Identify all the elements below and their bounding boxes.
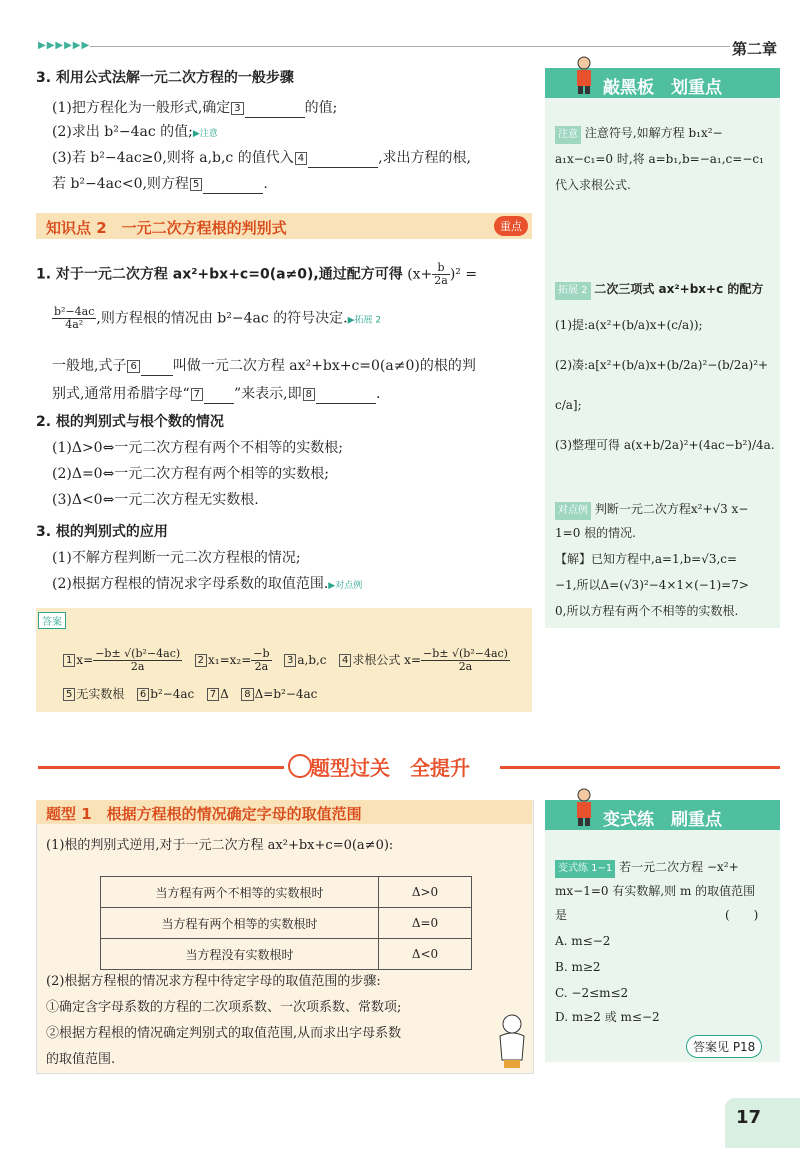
example-line-2: 1=0 根的情况. <box>555 526 636 540</box>
para-3 <box>52 356 476 376</box>
table-cell: 当方程没有实数根时 <box>101 939 379 970</box>
frac-num: b <box>432 262 450 275</box>
answer-text: a,b,c <box>297 653 327 667</box>
example-badge: 对点例 <box>555 502 591 520</box>
section-title: 题型过关 全提升 <box>310 756 470 780</box>
header-rule <box>90 46 730 47</box>
solution-line-2: −1,所以Δ=(√3)²−4×1×(−1)=7> <box>555 578 749 592</box>
student-icon <box>573 788 595 826</box>
extend-title: 二次三项式 ax²+bx+c 的配方 <box>594 282 764 296</box>
frac-num: −b <box>253 647 270 660</box>
example-text: 判断一元二次方程x²+√3 x− <box>594 502 749 516</box>
option-d[interactable]: D. m≥2 或 m≤−2 <box>555 1010 660 1024</box>
note-badge: 注意 <box>555 126 581 144</box>
case-2: (2)Δ=0⇔一元二次方程有两个相等的实数根; <box>52 466 330 482</box>
note-tag[interactable]: ▶注意 <box>192 129 218 139</box>
blank-num: 7 <box>191 388 203 401</box>
para-3-tail: 叫做一元二次方程 ax²+bx+c=0(a≠0)的根的判 <box>172 358 476 374</box>
answer-text: x= <box>76 653 94 667</box>
question-type-bar <box>36 800 532 824</box>
qtype-line-1: (1)根的判别式逆用,对于一元二次方程 ax²+bx+c=0(a≠0): <box>46 838 394 853</box>
frac-den: 2a <box>130 660 145 673</box>
extend-title-line <box>555 280 763 300</box>
frac-num: −b± √(b²−4ac) <box>95 647 181 660</box>
divider-left <box>38 766 284 769</box>
note-line-3: 代入求根公式. <box>555 178 631 192</box>
para-1 <box>36 262 477 287</box>
discriminant-table <box>100 876 472 970</box>
section-3-title: 3. 根的判别式的应用 <box>36 524 168 540</box>
solution-line-3: 0,所以方程有两个不相等的实数根. <box>555 604 739 618</box>
table-cell: 当方程有两个相等的实数根时 <box>101 908 379 939</box>
divider-right <box>500 766 780 769</box>
steps-title: 3. 利用公式法解一元二次方程的一般步骤 <box>36 70 294 86</box>
page-number: 17 <box>736 1107 762 1128</box>
answers-row-1 <box>62 648 510 673</box>
practice-title: 变式练 刷重点 <box>603 810 722 830</box>
variant-line-3 <box>555 906 759 924</box>
answer-label: 答案 <box>38 612 66 629</box>
example-line-1 <box>555 500 748 520</box>
case-3: (3)Δ<0⇔一元二次方程无实数根. <box>52 492 259 508</box>
frac-num: −b± √(b²−4ac) <box>423 647 508 660</box>
answer-reference[interactable]: 答案见 P18 <box>686 1035 762 1058</box>
use-2 <box>52 574 362 596</box>
para-2-text: ,则方程根的情况由 b²−4ac 的符号决定. <box>96 310 348 327</box>
variant-text: 是 <box>555 908 568 922</box>
option-c[interactable]: C. −2≤m≤2 <box>555 986 629 1000</box>
fill-blank <box>203 193 263 194</box>
para-4-tail: ”来表示,即 <box>233 386 302 402</box>
teacher-icon <box>573 56 595 94</box>
table-cell: Δ<0 <box>379 939 472 970</box>
question-type-title: 题型 1 根据方程根的情况确定字母的取值范围 <box>46 805 362 823</box>
expr-part: (x+ <box>407 266 433 283</box>
sidebar-title: 敲黑板 划重点 <box>603 78 722 98</box>
para-4-text: 别式,通常用希腊字母“ <box>52 386 190 402</box>
note-line-2: a₁x−c₁=0 时,将 a=b₁,b=−a₁,c=−c₁ <box>555 152 764 166</box>
fraction <box>432 262 450 287</box>
answer-text: 无实数根 <box>76 687 125 701</box>
note-line-1 <box>555 124 723 144</box>
fill-blank <box>141 375 173 376</box>
answer-text: Δ <box>220 687 229 701</box>
expr-part: )² = <box>449 266 478 283</box>
answer-num: 2 <box>195 654 207 667</box>
fill-blank <box>204 403 234 404</box>
example-tag[interactable]: ▶对点例 <box>328 581 363 591</box>
table-row <box>101 908 472 939</box>
extend-badge: 拓展 2 <box>555 282 591 300</box>
variant-text: 若一元二次方程 −x²+ <box>619 860 739 874</box>
blank-num: 8 <box>303 388 315 401</box>
answers-row-2 <box>62 684 317 704</box>
chapter-label: 第二章 <box>732 40 778 58</box>
answer-text: Δ=b²−4ac <box>254 687 318 701</box>
table-cell: Δ=0 <box>379 908 472 939</box>
knowledge-point-bar <box>36 213 532 239</box>
fraction <box>93 648 182 673</box>
step-3-cont: 若 b²−4ac<0,则方程 5 . <box>52 176 268 192</box>
answer-text: 求根公式 x= <box>352 653 421 667</box>
answer-paren[interactable]: ( ) <box>725 908 759 922</box>
frac-den: 4a² <box>65 318 84 331</box>
qtype-line-5: 的取值范围. <box>46 1052 116 1067</box>
table-row <box>101 939 472 970</box>
blank-num: 4 <box>295 152 307 165</box>
variant-line-2: mx−1=0 有实数解,则 m 的取值范围 <box>555 884 756 898</box>
step-3-tail: ,求出方程的根, <box>378 150 471 166</box>
qtype-line-2: (2)根据方程根的情况求方程中待定字母的取值范围的步骤: <box>46 974 381 989</box>
answer-num: 4 <box>339 654 351 667</box>
blank-num: 3 <box>231 102 243 115</box>
answer-text: b²−4ac <box>150 687 195 701</box>
extend-step-2: (2)凑:a[x²+(b/a)x+(b/2a)²−(b/2a)²+ <box>555 358 769 372</box>
answer-num: 3 <box>284 654 296 667</box>
para-2 <box>52 306 381 331</box>
answer-num: 8 <box>241 688 253 701</box>
note-text: 注意符号,如解方程 b₁x²− <box>584 126 723 140</box>
frac-num: b²−4ac <box>54 305 95 318</box>
para-4: 别式,通常用希腊字母“ 7 ”来表示,即 8 . <box>52 386 381 402</box>
step-3-cont-text: 若 b²−4ac<0,则方程 <box>52 176 189 192</box>
sidebar-header <box>545 68 780 98</box>
para-1-text: 1. 对于一元二次方程 ax²+bx+c=0(a≠0),通过配方可得 <box>36 266 403 283</box>
extend-step-3: (3)整理可得 a(x+b/2a)²+(4ac−b²)/4a. <box>555 438 775 452</box>
practice-header <box>545 800 780 830</box>
fraction <box>251 648 271 673</box>
answer-num: 1 <box>63 654 75 667</box>
use-1: (1)不解方程判断一元二次方程根的情况; <box>52 550 301 566</box>
step-2-text: (2)求出 b²−4ac 的值; <box>52 124 193 140</box>
extend-step-2b: c/a]; <box>555 398 582 412</box>
fill-blank <box>245 117 305 118</box>
option-a[interactable]: A. m≤−2 <box>555 934 611 948</box>
fraction <box>421 648 510 673</box>
fraction <box>52 306 96 331</box>
section-icon <box>288 754 312 778</box>
qtype-line-4: ②根据方程根的情况确定判别式的取值范围,从而求出字母系数 <box>46 1026 402 1041</box>
extend-step-1: (1)提:a(x²+(b/a)x+(c/a)); <box>555 318 703 332</box>
frac-den: 2a <box>254 660 269 673</box>
step-3-text: (3)若 b²−4ac≥0,则将 a,b,c 的值代入 <box>52 150 294 166</box>
blank-num: 6 <box>127 360 139 373</box>
option-b[interactable]: B. m≥2 <box>555 960 601 974</box>
variant-line-1 <box>555 858 739 878</box>
step-3 <box>52 148 471 168</box>
step-1 <box>52 98 337 118</box>
cartoon-figure-icon <box>494 1012 530 1070</box>
frac-den: 2a <box>458 660 473 673</box>
case-1: (1)Δ>0⇔一元二次方程有两个不相等的实数根; <box>52 440 344 456</box>
answer-num: 6 <box>137 688 149 701</box>
section-2-title: 2. 根的判别式与根个数的情况 <box>36 414 224 430</box>
frac-den: 2a <box>434 274 448 287</box>
step-2 <box>52 122 218 144</box>
key-badge: 重点 <box>494 216 528 236</box>
answer-num: 5 <box>63 688 75 701</box>
table-cell: 当方程有两个不相等的实数根时 <box>101 877 379 908</box>
fill-blank <box>316 403 376 404</box>
solution-line-1: 【解】已知方程中,a=1,b=√3,c= <box>555 552 738 566</box>
step-1-text: (1)把方程化为一般形式,确定 <box>52 100 231 116</box>
fill-blank <box>308 167 378 168</box>
answer-num: 7 <box>207 688 219 701</box>
blank-num: 5 <box>190 178 202 191</box>
table-cell: Δ>0 <box>379 877 472 908</box>
extend-tag[interactable]: ▶拓展 2 <box>347 315 382 326</box>
knowledge-point-title: 知识点 2 一元二次方程根的判别式 <box>46 219 287 237</box>
para-3-text: 一般地,式子 <box>52 358 127 374</box>
header-dots: ▶▶▶▶▶▶ <box>38 40 91 51</box>
answer-text: x₁=x₂= <box>207 653 252 667</box>
step-1-tail: 的值; <box>304 100 338 116</box>
qtype-line-3: ①确定含字母系数的方程的二次项系数、一次项系数、常数项; <box>46 1000 402 1015</box>
use-2-text: (2)根据方程根的情况求字母系数的取值范围. <box>52 576 329 592</box>
variant-badge: 变式练 1−1 <box>555 860 615 878</box>
table-row <box>101 877 472 908</box>
